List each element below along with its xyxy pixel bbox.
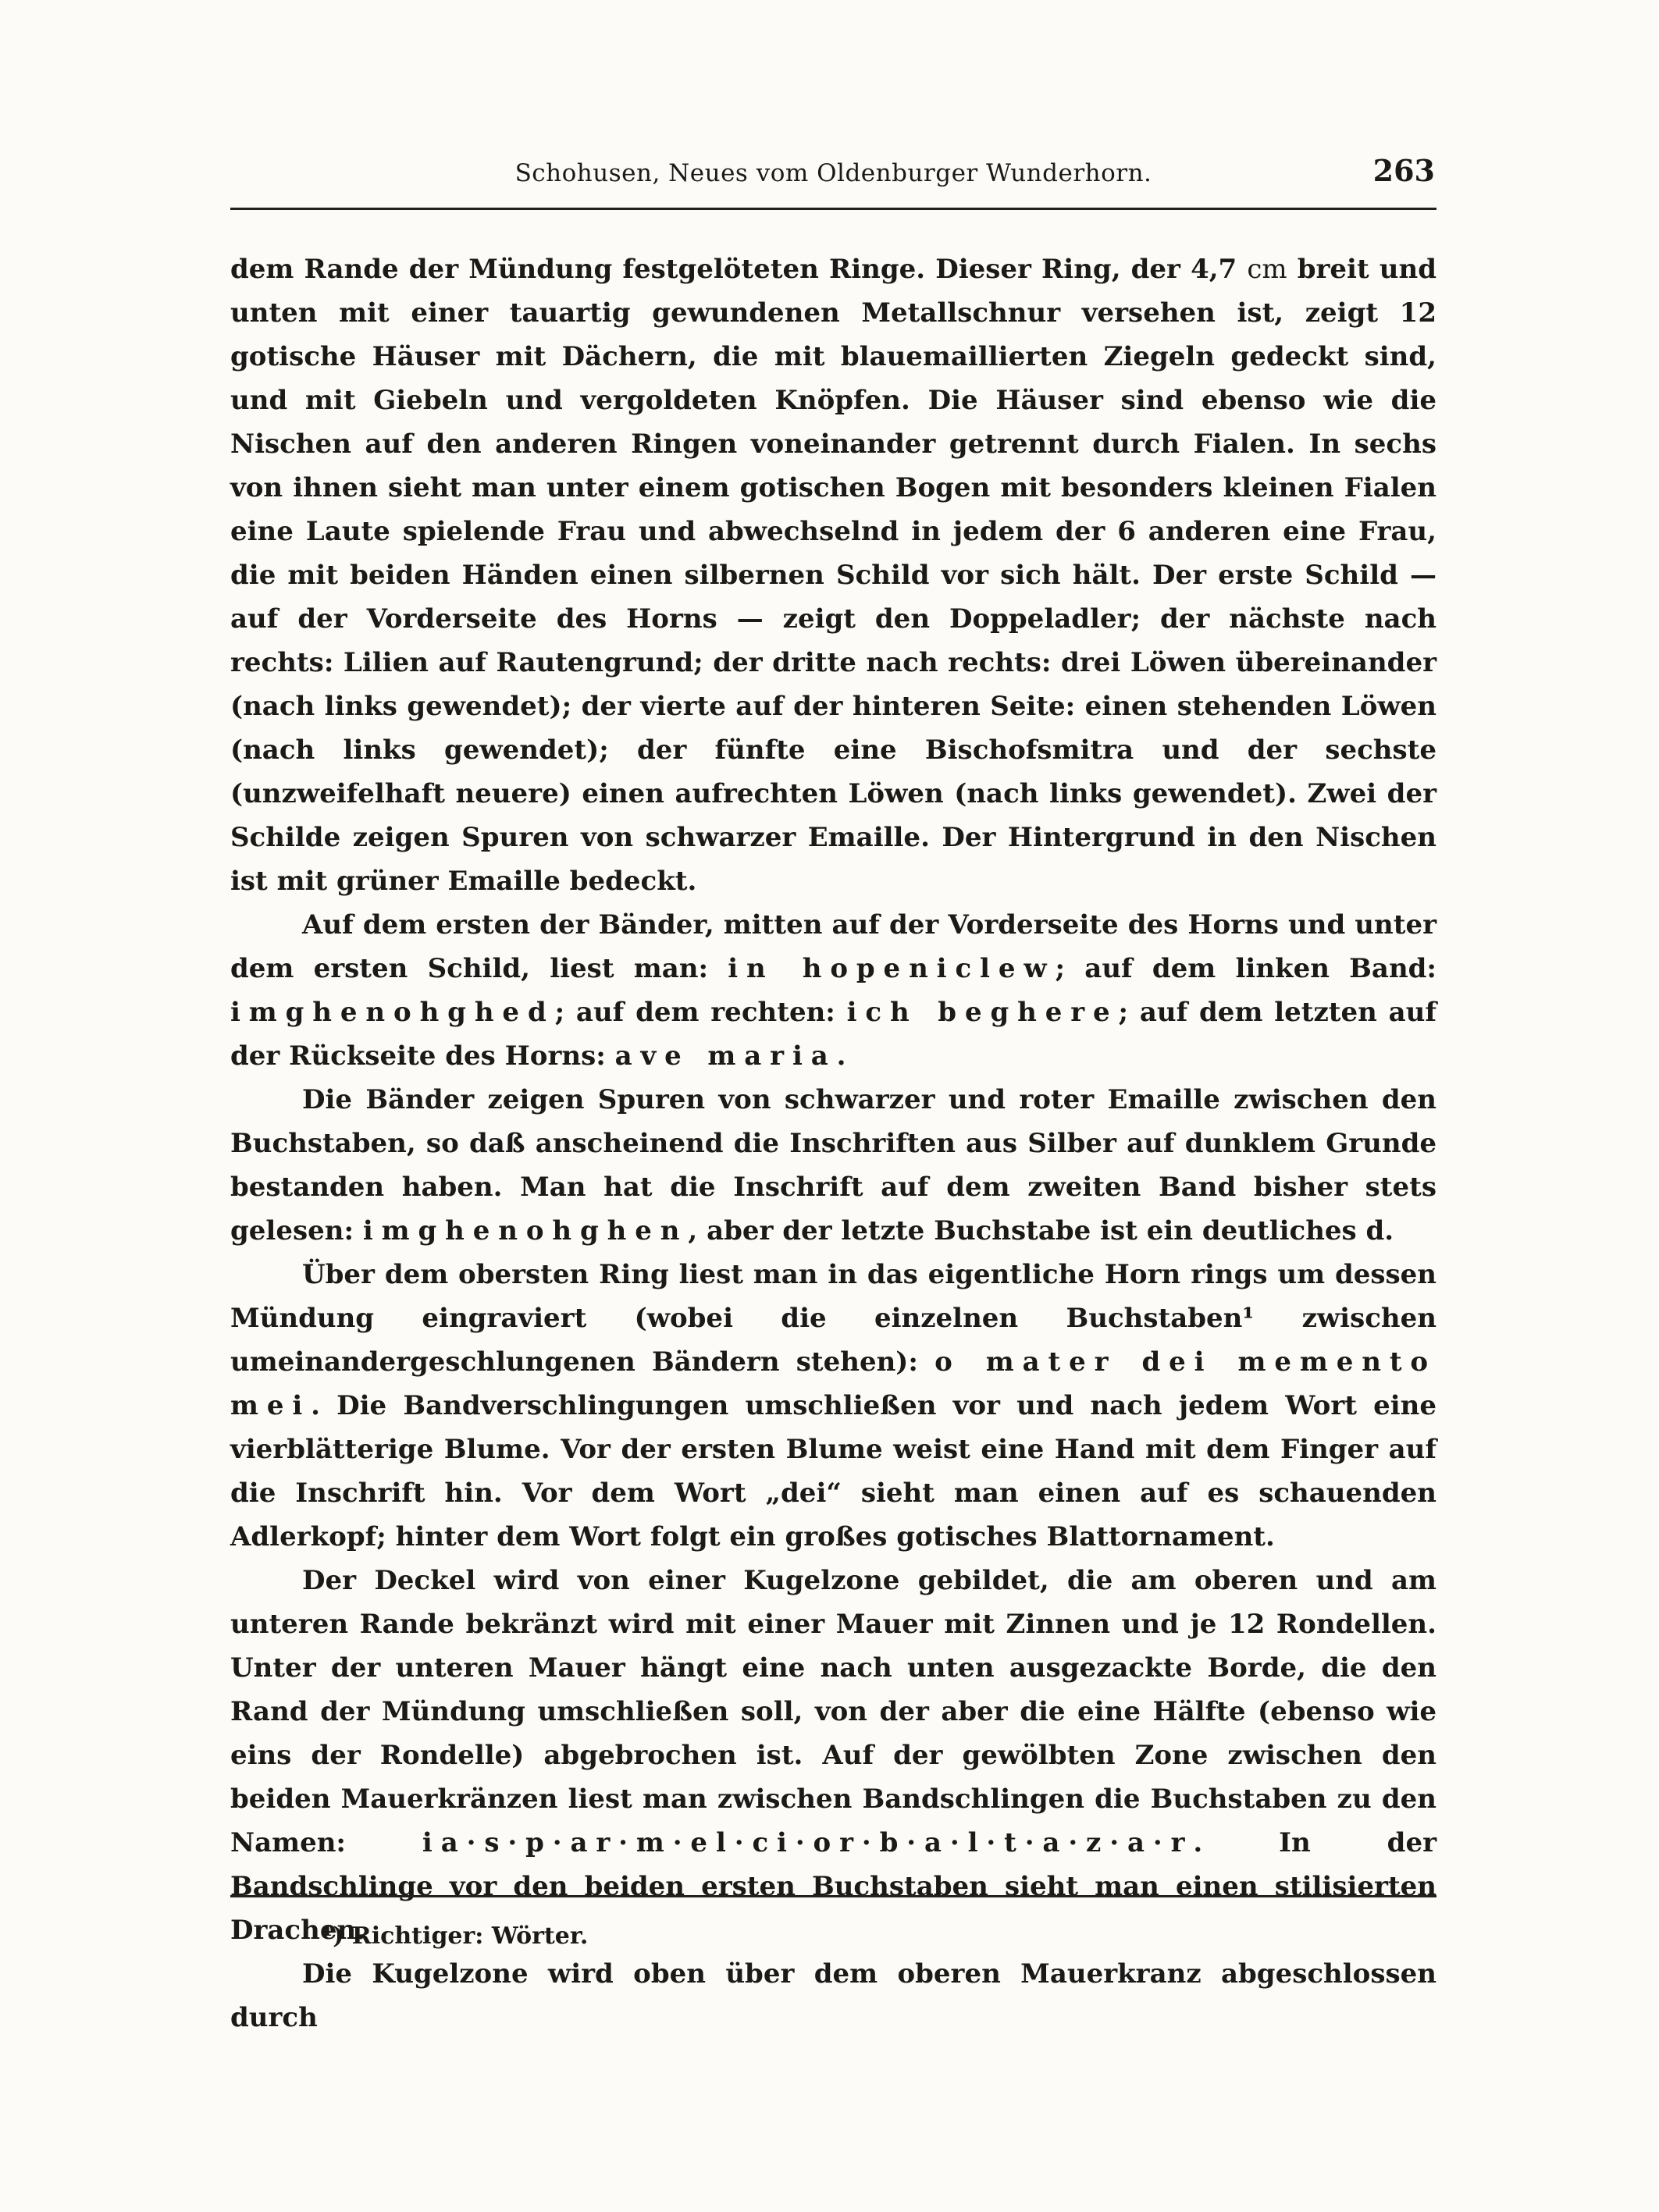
paragraph-run: Die Bänder zeigen Spuren von schwarzer und roter Emaille zwischen den Buchstaben, so daß anscheinend die Inschriften aus Silber auf dunklem Grunde bestanden haben. Man hat die Inschrift auf dem zweiten Band bisher stets gelesen:	[230, 1084, 1436, 1246]
body-text	[230, 247, 1436, 2040]
paragraph-run: ; auf dem letzten auf der Rückseite des Horns:	[230, 997, 1436, 1072]
paragraph-run: Auf dem ersten der Bänder, mitten auf der Vorderseite des Horns und unter dem ersten Schild, liest man:	[230, 909, 1436, 984]
paragraph	[230, 903, 1436, 1078]
text-block	[230, 153, 1436, 2040]
paragraph-run: Die Kugelzone wird oben über dem oberen Mauerkranz abgeschlossen durch	[230, 1958, 1436, 2033]
paragraph-run: Der Deckel wird von einer Kugelzone gebildet, die am oberen und am unteren Rande bekränzt wird mit einer Mauer mit Zinnen und je 12 Rondellen. Unter der unteren Mauer hängt eine nach unten ausgezackte Borde, die den Rand der Mündung umschließen soll, von der aber die eine Hälfte (ebenso wie eins der Rondelle) abgebrochen ist. Auf der gewölbten Zone zwischen den beiden Mauerkränzen liest man zwischen Bandschlingen die Buchstaben zu den Namen:	[230, 1565, 1436, 1858]
header-rule	[230, 208, 1436, 210]
paragraph-run: , aber der letzte Buchstabe ist ein deutliches d.	[688, 1215, 1394, 1246]
paragraph-run: cm	[1247, 254, 1287, 285]
inscription-text: ave maria	[614, 1040, 837, 1072]
paragraph	[230, 1559, 1436, 1952]
running-header	[230, 153, 1436, 194]
paragraph-run: .	[836, 1040, 846, 1072]
paragraph-run: ; auf dem rechten:	[554, 997, 847, 1028]
paragraph	[230, 247, 1436, 903]
footnote: ¹) Richtiger: Wörter.	[322, 1922, 589, 1950]
inscription-text: ich beghere	[846, 997, 1119, 1028]
inscription-text: ia·s·p·ar·m·el·ci·or·b·a·l·t·a·z·a·r	[422, 1827, 1194, 1858]
inscription-text: in hopeniclew	[728, 953, 1056, 984]
running-head: Schohusen, Neues vom Oldenburger Wunderhorn.	[514, 159, 1152, 187]
page-number: 263	[1372, 153, 1435, 188]
footnote-rule	[230, 1895, 1436, 1897]
paragraph-run: . In der Bandschlinge vor den beiden ersten Buchstaben sieht man einen stilisierten Drachen.	[230, 1827, 1436, 1946]
paragraph	[230, 1078, 1436, 1253]
paragraph-run: breit und unten mit einer tauartig gewundenen Metallschnur versehen ist, zeigt 12 gotische Häuser mit Dächern, die mit blauemaillierten Ziegeln gedeckt sind, und mit Giebeln und vergoldeten Knöpfen. Die Häuser sind ebenso wie die Nischen auf den anderen Ringen voneinander getrennt durch Fialen. In sechs von ihnen sieht man unter einem gotischen Bogen mit besonders kleinen Fialen eine Laute spielende Frau und abwechselnd in jedem der 6 anderen eine Frau, die mit beiden Händen einen silbernen Schild vor sich hält. Der erste Schild — auf der Vorderseite des Horns — zeigt den Doppeladler; der nächste nach rechts: Lilien auf Rautengrund; der dritte nach rechts: drei Löwen übereinander (nach links gewendet); der vierte auf der hinteren Seite: einen stehenden Löwen (nach links gewendet); der fünfte eine Bischofsmitra und der sechste (unzweifelhaft neuere) einen aufrechten Löwen (nach links gewendet). Zwei der Schilde zeigen Spuren von schwarzer Emaille. Der Hintergrund in den Nischen ist mit grüner Emaille bedeckt.	[230, 254, 1436, 897]
paragraph	[230, 1952, 1436, 2040]
paragraph-run: . Die Bandverschlingungen umschließen vor und nach jedem Wort eine vierblätterige Blume. Vor der ersten Blume weist eine Hand mit dem Finger auf die Inschrift hin. Vor dem Wort „dei“ sieht man einen auf es schauenden Adlerkopf; hinter dem Wort folgt ein großes gotisches Blattornament.	[230, 1390, 1436, 1552]
inscription-text: o mater dei memento mei	[230, 1346, 1436, 1421]
paragraph-run: Über dem obersten Ring liest man in das eigentliche Horn rings um dessen Mündung eingraviert (wobei die einzelnen Buchstaben¹ zwischen umeinandergeschlungenen Bändern stehen):	[230, 1259, 1436, 1378]
paragraph-run: dem Rande der Mündung festgelöteten Ringe. Dieser Ring, der 4,7	[230, 254, 1248, 285]
footnote-block	[230, 1895, 1436, 1952]
paragraph	[230, 1253, 1436, 1559]
paragraph-run: ; auf dem linken Band:	[1055, 953, 1436, 984]
inscription-text: imghenohghen	[362, 1215, 689, 1246]
inscription-text: imghenohghed	[230, 997, 555, 1028]
